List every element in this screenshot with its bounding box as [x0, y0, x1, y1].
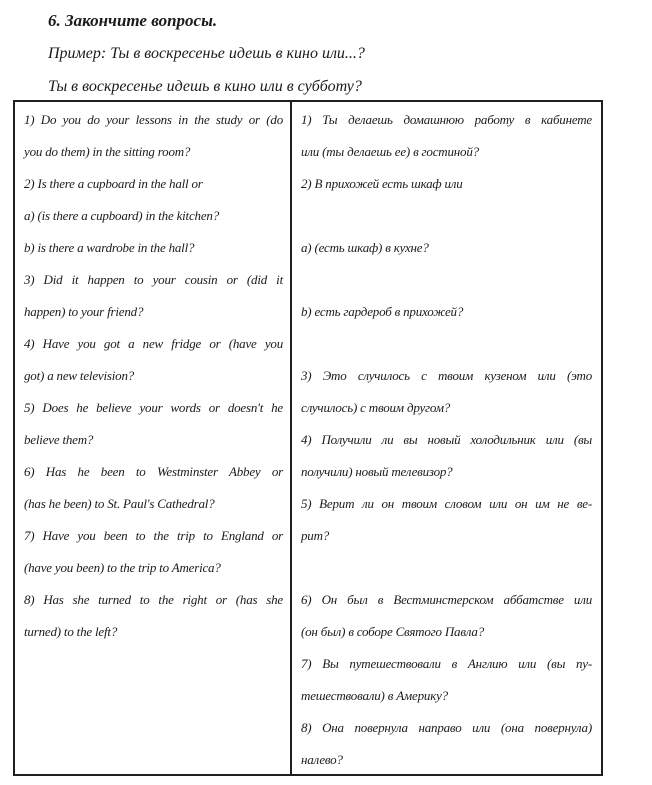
question-line: 8) Has she turned to the right or (has she [24, 592, 283, 607]
example-question: Ты в воскресенье идешь в кино или...? [106, 45, 365, 62]
exercise-header [48, 10, 608, 109]
question-line: 2) В прихожей есть шкаф или [301, 176, 463, 191]
question-line: тешествовали) в Америку? [301, 688, 448, 703]
exercise-title: 6. Закончите вопросы. [48, 11, 218, 30]
question-line: 4) Have you got a new fridge or (have you [24, 336, 283, 351]
question-line: получили) новый телевизор? [301, 464, 453, 479]
question-line: a) (is there a cupboard) in the kitchen? [24, 208, 220, 223]
question-line: a) (есть шкаф) в кухне? [301, 240, 429, 255]
question-line: 5) Does he believe your words or doesn't he [24, 400, 283, 415]
question-line: 4) Получили ли вы новый холодильник или (вы [301, 432, 592, 447]
question-line: 2) Is there a cupboard in the hall or [24, 176, 203, 191]
question-line: b) есть гардероб в прихожей? [301, 304, 464, 319]
question-line: turned) to the left? [24, 624, 118, 639]
question-line: happen) to your friend? [24, 304, 144, 319]
question-line: 3) Did it happen to your cousin or (did it [24, 272, 283, 287]
question-line: рит? [301, 528, 330, 543]
blank-line [301, 328, 592, 360]
question-line: 7) Have you been to the trip to England or [24, 528, 283, 543]
example-label: Пример: [48, 45, 107, 62]
questions-column-en-lines [24, 104, 283, 648]
question-line: (он был) в соборе Святого Павла? [301, 624, 485, 639]
question-line: случилось) с твоим другом? [301, 400, 451, 415]
question-line: 7) Вы путешествовали в Англию или (вы пу- [301, 656, 592, 671]
example-line [48, 43, 608, 65]
question-line: believe them? [24, 432, 94, 447]
question-line: (have you been) to the trip to America? [24, 560, 221, 575]
question-line: you do them) in the sitting room? [24, 144, 191, 159]
question-line: got) a new television? [24, 368, 135, 383]
question-line: 3) Это случилось с твоим кузеном или (это [301, 368, 592, 383]
question-line: (has he been) to St. Paul's Cathedral? [24, 496, 215, 511]
blank-line [301, 552, 592, 584]
questions-table [13, 100, 603, 776]
question-line: 8) Она повернула направо или (она повернула) [301, 720, 592, 735]
blank-line [301, 200, 592, 232]
question-line: налево? [301, 752, 343, 767]
blank-line [301, 264, 592, 296]
question-line: 6) Has he been to Westminster Abbey or [24, 464, 283, 479]
question-line: 5) Верит ли он твоим словом или он им не ве- [301, 496, 592, 511]
question-line: 6) Он был в Вестминстерском аббатстве или [301, 592, 592, 607]
question-line: или (ты делаешь ее) в гостиной? [301, 144, 479, 159]
question-line: 1) Do you do your lessons in the study or (do [24, 112, 283, 127]
example-answer: Ты в воскресенье идешь в кино или в субботу? [48, 78, 362, 95]
questions-column-en [15, 102, 292, 774]
question-line: 1) Ты делаешь домашнюю работу в кабинете [301, 112, 592, 127]
question-line: b) is there a wardrobe in the hall? [24, 240, 195, 255]
questions-column-ru [292, 102, 601, 774]
questions-column-ru-lines [301, 104, 592, 774]
